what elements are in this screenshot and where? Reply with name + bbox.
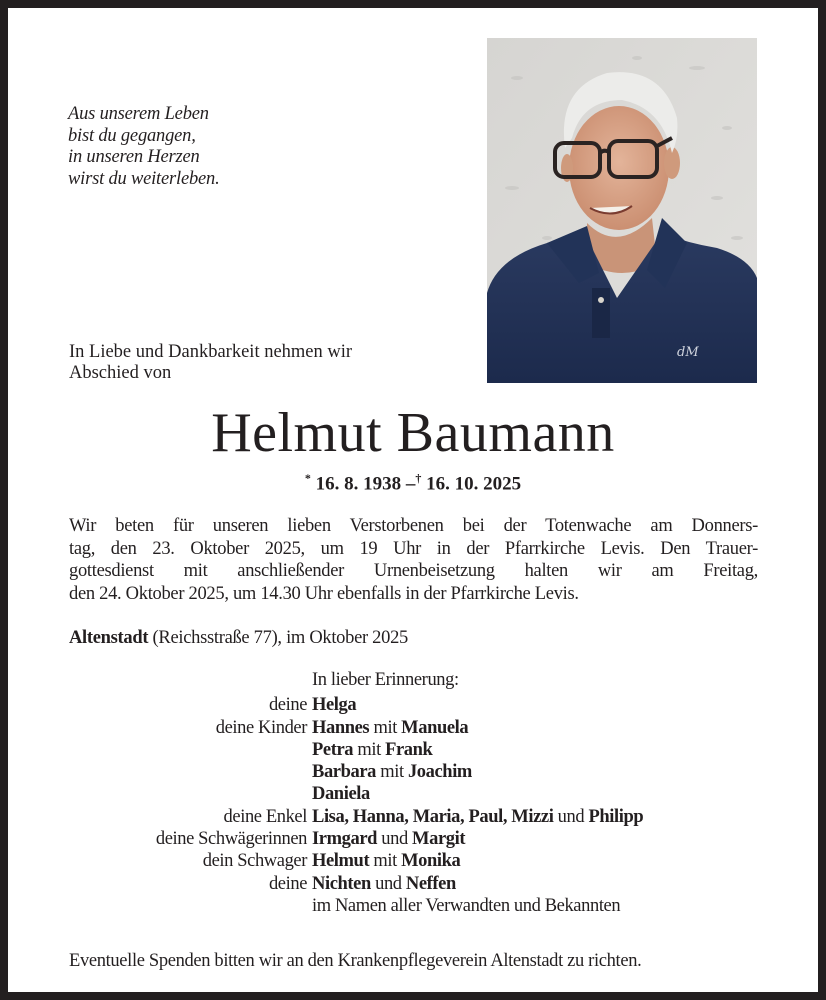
verse-line: in unseren Herzen [68, 147, 200, 167]
mourner-row [8, 850, 818, 872]
mourner-name: Helga [312, 695, 357, 716]
name-connector: und [377, 829, 413, 850]
svg-text:dM: dM [677, 345, 699, 360]
deceased-name: Helmut Baumann [211, 402, 615, 464]
verse-line: bist du gegangen, [68, 125, 196, 146]
service-announcement [69, 515, 758, 605]
memorial-verse [68, 104, 220, 190]
town-name: Altenstadt [69, 628, 149, 648]
portrait-photo [487, 38, 757, 383]
mourners-heading-row [8, 669, 818, 691]
name-connector: mit [369, 717, 402, 738]
mourners-closing-row [8, 895, 818, 917]
mourner-names [312, 694, 356, 716]
intro-line: Abschied von [69, 363, 172, 383]
name-connector: und [553, 806, 589, 827]
mourner-name: Frank [385, 739, 433, 760]
mourner-name: Helmut [312, 851, 370, 872]
service-line: Wir beten für unseren lieben Verstorbenen bei der Totenwache am Donners- [69, 516, 758, 536]
mourner-names [312, 717, 468, 739]
life-dates [0, 467, 826, 495]
verse-line: wirst du weiterleben. [68, 168, 220, 189]
mourners-heading: In lieber Erinnerung: [312, 670, 459, 690]
service-line: den 24. Oktober 2025, um 14.30 Uhr ebenfalls in der Pfarrkirche Levis. [69, 583, 579, 604]
mourner-relation: deine Kinder [215, 717, 307, 738]
mourner-names [312, 873, 456, 895]
service-line: gottesdienst mit anschließender Urnenbeisetzung halten wir am Freitag, [69, 561, 758, 581]
mourner-row [8, 694, 818, 716]
mourner-relation [8, 783, 312, 805]
mourner-name: Lisa, Hanna, Maria, Paul, Mizzi [312, 806, 554, 827]
portrait-image [487, 38, 757, 383]
address-date: (Reichsstraße 77), im Oktober 2025 [148, 628, 408, 648]
mourner-name: Barbara [312, 762, 377, 783]
name-connector: mit [369, 851, 402, 872]
farewell-intro [69, 342, 469, 384]
service-line: tag, den 23. Oktober 2025, um 19 Uhr in der Pfarrkirche Levis. Den Trauer- [69, 538, 758, 559]
birth-star-icon: * [304, 471, 311, 485]
death-cross-icon: † [415, 471, 422, 485]
mourner-name: Nichten [312, 873, 371, 894]
intro-line: In Liebe und Dankbarkeit nehmen wir [69, 342, 353, 362]
obituary-page [8, 8, 818, 992]
mourner-names [312, 828, 465, 850]
mourner-relation: deine [268, 873, 307, 894]
name-connector: mit [376, 762, 408, 783]
name-connector: mit [353, 739, 386, 760]
mourner-names [312, 850, 460, 872]
place-and-date [69, 627, 408, 649]
mourners-closing: im Namen aller Verwandten und Bekannten [312, 895, 621, 916]
mourner-row [8, 873, 818, 895]
name-connector: und [370, 873, 406, 894]
mourner-name: Hannes [312, 717, 370, 738]
mourner-row [8, 717, 818, 739]
mourner-name: Margit [412, 829, 466, 850]
date-separator: – [405, 473, 416, 495]
verse-line: Aus unserem Leben [68, 104, 209, 124]
mourner-name: Manuela [401, 717, 469, 738]
donation-note: Eventuelle Spenden bitten wir an den Krankenpflegeverein Altenstadt zu richten. [69, 951, 642, 971]
mourner-relation [8, 739, 312, 761]
mourner-names [312, 761, 472, 783]
mourner-name: Irmgard [312, 829, 378, 850]
mourner-row [8, 739, 818, 761]
mourner-name: Monika [401, 851, 461, 872]
mourner-names [312, 806, 643, 828]
mourner-relation: dein Schwager [202, 851, 307, 872]
mourner-row [8, 828, 818, 850]
mourner-name: Philipp [588, 806, 644, 827]
birth-date: 16. 8. 1938 [315, 473, 402, 495]
mourner-name: Petra [312, 739, 354, 760]
mourner-name: Joachim [407, 762, 472, 783]
mourner-row [8, 806, 818, 828]
mourner-relation: deine Schwägerinnen [155, 829, 307, 850]
mourner-names [312, 783, 370, 805]
mourner-name: Neffen [405, 873, 456, 894]
mourners-list [8, 669, 818, 917]
mourner-names [312, 739, 432, 761]
mourner-relation [8, 761, 312, 783]
mourner-row [8, 783, 818, 805]
mourner-row [8, 761, 818, 783]
death-date: 16. 10. 2025 [426, 473, 522, 495]
mourner-relation: deine [268, 695, 307, 716]
mourner-name: Daniela [312, 784, 370, 805]
mourner-relation: deine Enkel [223, 806, 307, 827]
